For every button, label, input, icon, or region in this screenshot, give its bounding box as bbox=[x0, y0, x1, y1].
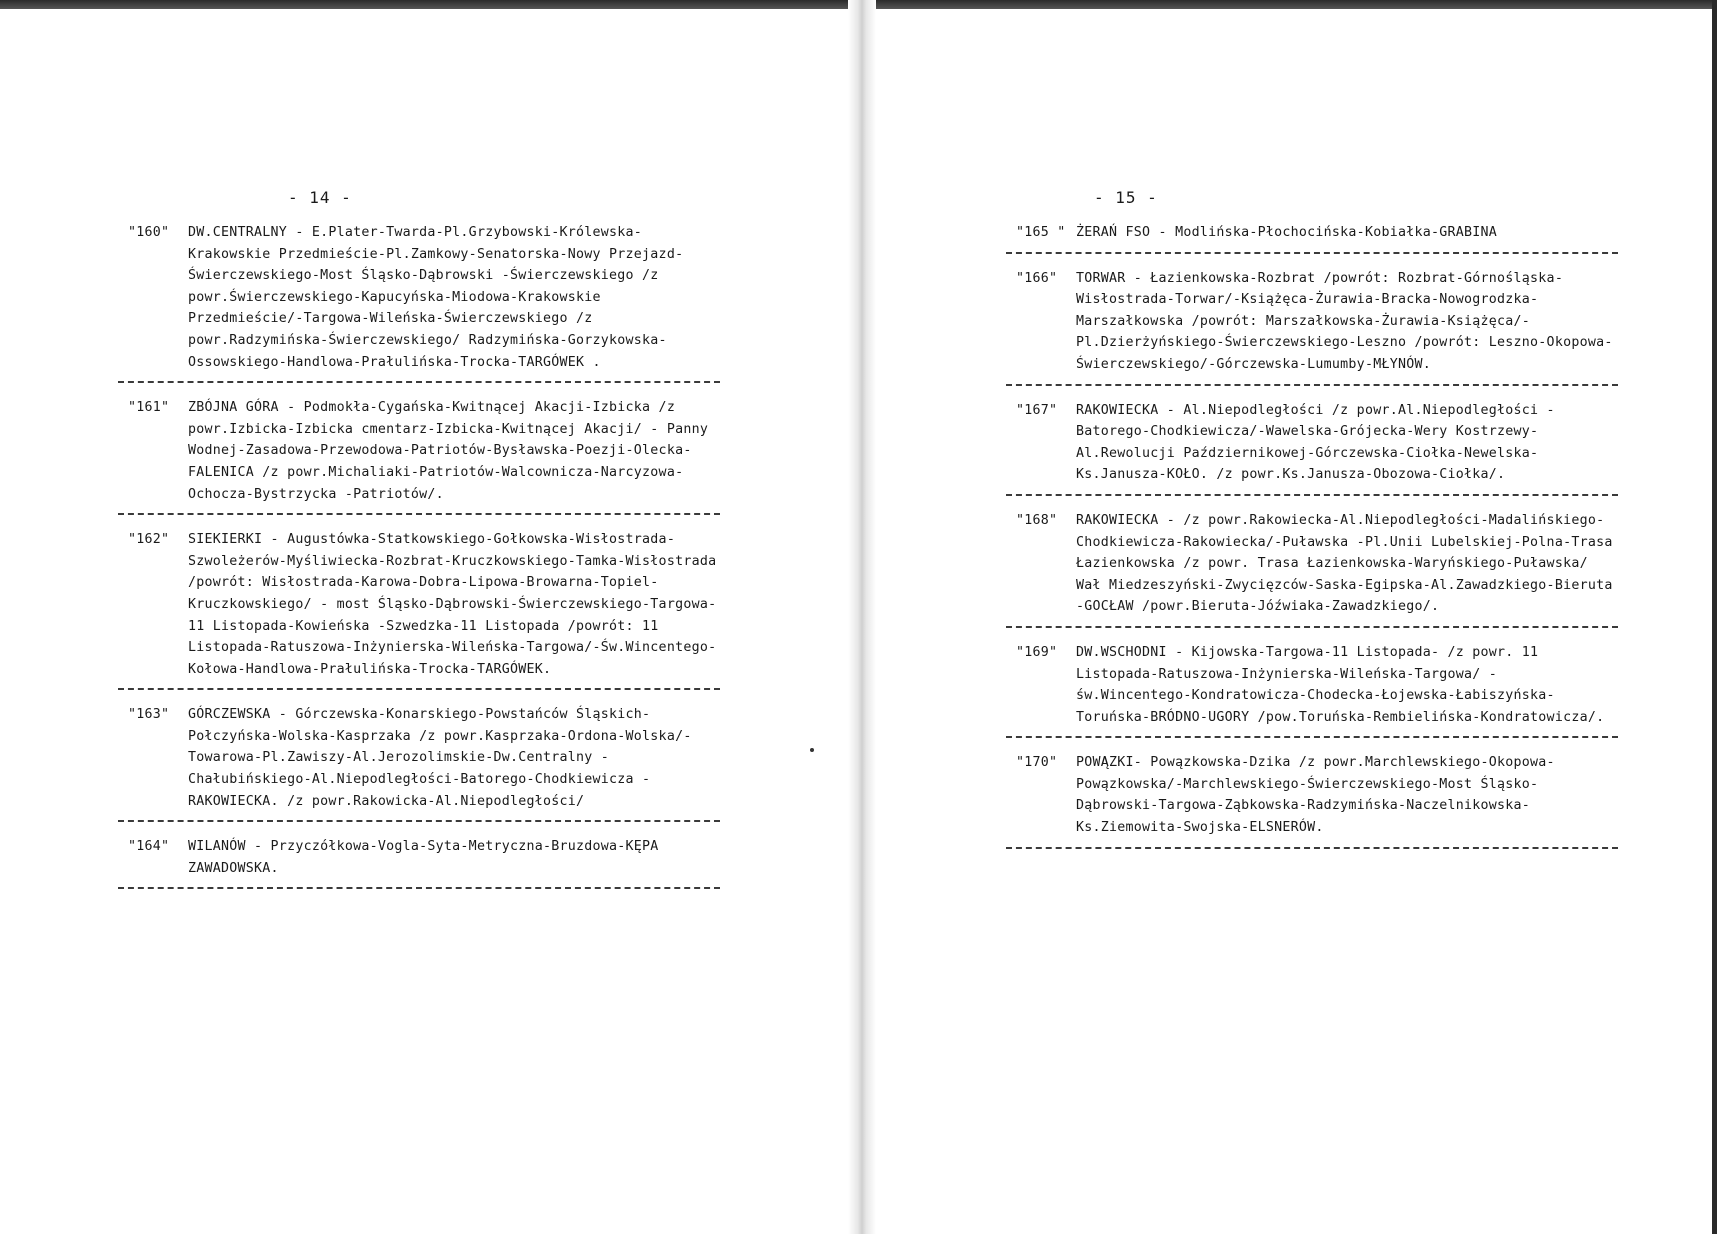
route-entry bbox=[128, 529, 718, 680]
route-list bbox=[1016, 222, 1616, 863]
route-description: POWĄZKI- Powązkowska-Dzika /z powr.Marchlewskiego-Okopowa-Powązkowska/-Marchlewskiego-Świerczewskiego-Most Śląsko-Dąbrowski-Targowa-Ząbkowska-Radzymińska-Naczelnikowska-Ks.Ziemowita-Swojska-ELSNERÓW. bbox=[1076, 755, 1555, 836]
dashed-divider bbox=[118, 688, 720, 690]
route-list bbox=[128, 222, 718, 903]
dashed-divider bbox=[1006, 847, 1618, 849]
route-entry bbox=[128, 397, 718, 505]
route-number: "168" bbox=[1016, 512, 1058, 528]
route-entry bbox=[1016, 752, 1616, 838]
route-number: "170" bbox=[1016, 755, 1058, 771]
dashed-divider bbox=[118, 820, 720, 822]
dashed-divider bbox=[118, 887, 720, 889]
route-number: "167" bbox=[1016, 402, 1058, 418]
page-number: - 15 - bbox=[1094, 188, 1158, 207]
route-description: RAKOWIECKA - /z powr.Rakowiecka-Al.Niepodległości-Madalińskiego-Chodkiewicza-Rakowiecka/-Puławska -Pl.Unii Lubelskiej-Polna-Trasa Łazienkowska /z powr. Trasa Łazienkowska-Waryńskiego-Puławska/ Wał Miedzeszyński-Zwycięzców-Saska-Egipska-Al.Zawadzkiego-Bieruta -GOCŁAW /powr.Bieruta-Jóźwiaka-Zawadzkiego/. bbox=[1076, 512, 1613, 615]
dashed-divider bbox=[1006, 252, 1618, 254]
route-entry bbox=[1016, 400, 1616, 486]
left-page bbox=[0, 0, 848, 1234]
route-number: "162" bbox=[128, 532, 170, 548]
dashed-divider bbox=[1006, 626, 1618, 628]
route-entry bbox=[128, 704, 718, 812]
dashed-divider bbox=[1006, 736, 1618, 738]
book-gutter bbox=[848, 0, 876, 1234]
dashed-divider bbox=[118, 513, 720, 515]
dashed-divider bbox=[118, 381, 720, 383]
route-number: "160" bbox=[128, 225, 170, 240]
route-description: TORWAR - Łazienkowska-Rozbrat /powrót: Rozbrat-Górnośląska-Wisłostrada-Torwar/-Książęca-Żurawia-Bracka-Nowogrodzka-Marszałkowska /powrót: Marszałkowska-Żurawia-Książęca/-Pl.Dzierżyńskiego-Świerczewskiego-Leszno /powrót: Leszno-Okopowa-Świerczewskiego/-Górczewska-Lumumby-MŁYNÓW. bbox=[1076, 270, 1613, 372]
page-number: - 14 - bbox=[288, 188, 352, 207]
route-description: DW.WSCHODNI - Kijowska-Targowa-11 Listopada- /z powr. 11 Listopada-Ratuszowa-Inżynierska-Wileńska-Targowa/ - św.Wincentego-Kondratowicza-Chodecka-Łojewska-Łabiszyńska-Toruńska-BRÓDNO-UGORY /pow.Toruńska-Rembielińska-Kondratowicza/. bbox=[1076, 644, 1605, 725]
dashed-divider bbox=[1006, 494, 1618, 496]
route-number: "163" bbox=[128, 707, 170, 723]
route-number: "164" bbox=[128, 839, 170, 855]
route-description: GÓRCZEWSKA - Górczewska-Konarskiego-Powstańców Śląskich-Połczyńska-Wolska-Kasprzaka /z powr.Kasprzaka-Ordona-Wolska/-Towarowa-Pl.Zawiszy-Al.Jerozolimskie-Dw.Centralny -Chałubińskiego-Al.Niepodległości-Batorego-Chodkiewicza -RAKOWIECKA. /z powr.Rakowicka-Al.Niepodległości/ bbox=[188, 707, 692, 809]
route-entry bbox=[128, 222, 718, 373]
route-entry bbox=[1016, 222, 1616, 244]
route-description: WILANÓW - Przyczółkowa-Vogla-Syta-Metryczna-Bruzdowa-KĘPA ZAWADOWSKA. bbox=[188, 839, 659, 876]
route-entry bbox=[1016, 642, 1616, 728]
right-page bbox=[876, 0, 1712, 1234]
route-number: "165 " bbox=[1016, 225, 1066, 240]
route-description: ŻERAŃ FSO - Modlińska-Płochocińska-Kobiałka-GRABINA bbox=[1076, 225, 1498, 240]
route-description: SIEKIERKI - Augustówka-Statkowskiego-Gołkowska-Wisłostrada-Szwoleżerów-Myśliwiecka-Rozbrat-Kruczkowskiego-Tamka-Wisłostrada /powrót: Wisłostrada-Karowa-Dobra-Lipowa-Browarna-Topiel-Kruczkowskiego/ - most Śląsko-Dąbrowski-Świerczewskiego-Targowa-11 Listopada-Kowieńska -Szwedzka-11 Listopada /powrót: 11 Listopada-Ratuszowa-Inżynierska-Wileńska-Targowa/-Św.Wincentego-Kołowa-Handlowa-Prałulińska-Trocka-TARGÓWEK. bbox=[188, 532, 717, 677]
scan-right-edge bbox=[1712, 0, 1717, 1234]
route-entry bbox=[128, 836, 718, 879]
route-description: RAKOWIECKA - Al.Niepodległości /z powr.Al.Niepodległości -Batorego-Chodkiewicza/-Wawelska-Grójecka-Wery Kostrzewy-Al.Rewolucji Październikowej-Górczewska-Ciołka-Newelska-Ks.Janusza-KOŁO. /z powr.Ks.Janusza-Obozowa-Ciołka/. bbox=[1076, 402, 1555, 483]
route-number: "161" bbox=[128, 400, 170, 416]
route-entry bbox=[1016, 510, 1616, 618]
route-entry bbox=[1016, 268, 1616, 376]
route-description: ZBÓJNA GÓRA - Podmokła-Cygańska-Kwitnącej Akacji-Izbicka /z powr.Izbicka-Izbicka cmentarz-Izbicka-Kwitnącej Akacji/ - Panny Wodnej-Zasadowa-Przewodowa-Patriotów-Bysławska-Poezji-Olecka-FALENICA /z powr.Michaliaki-Patriotów-Walcownicza-Narcyzowa-Ochocza-Bystrzycka -Patriotów/. bbox=[188, 400, 709, 502]
route-number: "169" bbox=[1016, 644, 1058, 660]
route-number: "166" bbox=[1016, 270, 1058, 286]
dashed-divider bbox=[1006, 384, 1618, 386]
route-description: DW.CENTRALNY - E.Plater-Twarda-Pl.Grzybowski-Królewska-Krakowskie Przedmieście-Pl.Zamkowy-Senatorska-Nowy Przejazd-Świerczewskiego-Most Śląsko-Dąbrowski -Świerczewskiego /z powr.Świerczewskiego-Kapucyńska-Miodowa-Krakowskie Przedmieście/-Targowa-Wileńska-Świerczewskiego /z powr.Radzymińska-Świerczewskiego/ Radzymińska-Gorzykowska-Ossowskiego-Handlowa-Prałulińska-Trocka-TARGÓWEK . bbox=[188, 225, 684, 370]
